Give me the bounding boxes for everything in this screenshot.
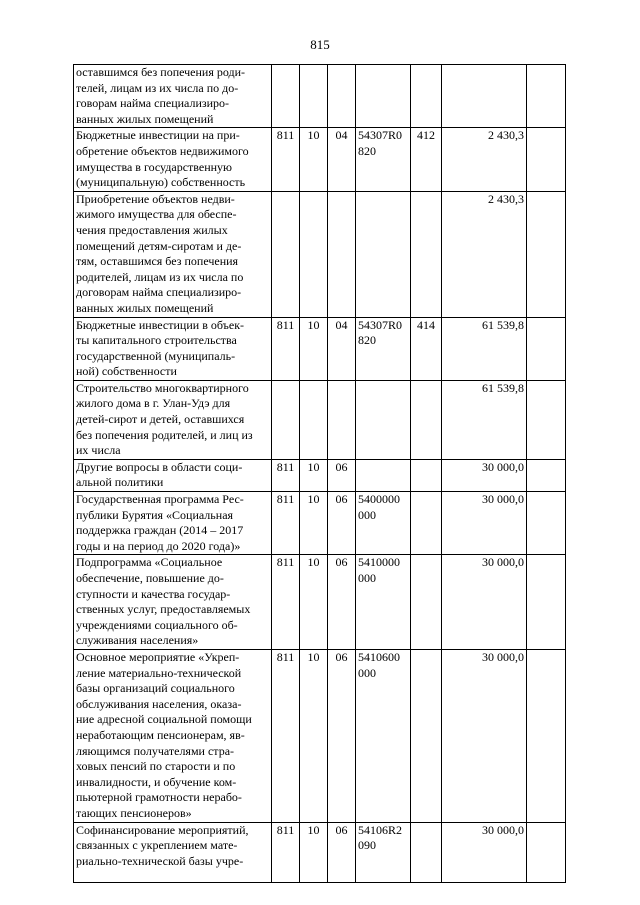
section-code-cell: 10 — [300, 492, 328, 555]
subsection-code-cell: 06 — [328, 649, 356, 822]
row-name-cell: Государственная программа Рес- публики Бурятия «Социальная поддержка граждан (2014 – 2017 годы и на период до 2020 года)» — [74, 492, 272, 555]
table-row — [74, 128, 566, 191]
empty-cell — [527, 380, 566, 459]
subsection-code-cell: 06 — [328, 822, 356, 882]
subsection-code-cell — [328, 191, 356, 317]
table-row — [74, 65, 566, 128]
empty-cell — [527, 65, 566, 128]
empty-cell — [527, 128, 566, 191]
subsection-code-cell — [328, 65, 356, 128]
subsection-code-cell: 06 — [328, 492, 356, 555]
target-article-cell — [356, 459, 411, 491]
empty-cell — [527, 822, 566, 882]
row-name-cell: Строительство многоквартирного жилого дома в г. Улан-Удэ для детей-сирот и детей, оставшихся без попечения родителей, и лиц из их числа — [74, 380, 272, 459]
grbs-code-cell: 811 — [272, 128, 300, 191]
table-row — [74, 191, 566, 317]
amount-cell: 30 000,0 — [442, 555, 527, 650]
table-row — [74, 555, 566, 650]
empty-cell — [527, 649, 566, 822]
amount-cell: 2 430,3 — [442, 128, 527, 191]
grbs-code-cell — [272, 191, 300, 317]
expense-type-cell — [411, 191, 442, 317]
row-name-cell: Другие вопросы в области соци- альной политики — [74, 459, 272, 491]
target-article-cell — [356, 380, 411, 459]
table-row — [74, 380, 566, 459]
subsection-code-cell — [328, 380, 356, 459]
section-code-cell: 10 — [300, 649, 328, 822]
subsection-code-cell: 06 — [328, 555, 356, 650]
table-row — [74, 822, 566, 882]
amount-cell: 30 000,0 — [442, 822, 527, 882]
section-code-cell: 10 — [300, 128, 328, 191]
amount-cell: 2 430,3 — [442, 191, 527, 317]
expense-type-cell — [411, 492, 442, 555]
grbs-code-cell: 811 — [272, 555, 300, 650]
empty-cell — [527, 317, 566, 380]
target-article-cell: 5400000 000 — [356, 492, 411, 555]
amount-cell: 30 000,0 — [442, 492, 527, 555]
target-article-cell: 5410600 000 — [356, 649, 411, 822]
target-article-cell: 54307R0 820 — [356, 317, 411, 380]
grbs-code-cell — [272, 65, 300, 128]
amount-cell: 61 539,8 — [442, 380, 527, 459]
row-name-cell: Приобретение объектов недви- жимого имущества для обеспе- чения предоставления жилых помещений детям-сиротам и де- тям, оставшимся без попечения родителей, лицам из их числа по договорам найма специализиро- ванных жилых помещений — [74, 191, 272, 317]
section-code-cell — [300, 380, 328, 459]
row-name-cell: Софинансирование мероприятий, связанных с укреплением мате- риально-технической базы учре- — [74, 822, 272, 882]
budget-table — [73, 64, 566, 883]
empty-cell — [527, 492, 566, 555]
page-number: 815 — [310, 37, 330, 52]
subsection-code-cell: 06 — [328, 459, 356, 491]
table-row — [74, 317, 566, 380]
target-article-cell — [356, 191, 411, 317]
grbs-code-cell: 811 — [272, 492, 300, 555]
expense-type-cell — [411, 65, 442, 128]
row-name-cell: Основное мероприятие «Укреп- ление материально-технической базы организаций социального обслуживания населения, оказа- ние адресной социальной помощи неработающим пенсионерам, яв- ляющимся получателями стра- ховых пенсий по старости и по инвалидности, и обучение ком- пьютерной грамотности нерабо- тающих пенсионеров» — [74, 649, 272, 822]
target-article-cell: 54307R0 820 — [356, 128, 411, 191]
amount-cell: 30 000,0 — [442, 459, 527, 491]
table-row — [74, 649, 566, 822]
table-row — [74, 459, 566, 491]
grbs-code-cell: 811 — [272, 459, 300, 491]
subsection-code-cell: 04 — [328, 128, 356, 191]
empty-cell — [527, 555, 566, 650]
subsection-code-cell: 04 — [328, 317, 356, 380]
expense-type-cell — [411, 555, 442, 650]
grbs-code-cell: 811 — [272, 317, 300, 380]
target-article-cell — [356, 65, 411, 128]
section-code-cell: 10 — [300, 459, 328, 491]
table-row — [74, 492, 566, 555]
grbs-code-cell — [272, 380, 300, 459]
target-article-cell: 54106R2 090 — [356, 822, 411, 882]
section-code-cell: 10 — [300, 317, 328, 380]
expense-type-cell — [411, 459, 442, 491]
expense-type-cell — [411, 649, 442, 822]
expense-type-cell: 414 — [411, 317, 442, 380]
section-code-cell: 10 — [300, 555, 328, 650]
expense-type-cell — [411, 380, 442, 459]
row-name-cell: Бюджетные инвестиции на при- обретение объектов недвижимого имущества в государственную (муниципальную) собственность — [74, 128, 272, 191]
row-name-cell: Подпрограмма «Социальное обеспечение, повышение до- ступности и качества государ- ственных услуг, предоставляемых учреждениями социального об- служивания населения» — [74, 555, 272, 650]
amount-cell — [442, 65, 527, 128]
grbs-code-cell: 811 — [272, 649, 300, 822]
expense-type-cell: 412 — [411, 128, 442, 191]
empty-cell — [527, 191, 566, 317]
target-article-cell: 5410000 000 — [356, 555, 411, 650]
section-code-cell: 10 — [300, 822, 328, 882]
amount-cell: 30 000,0 — [442, 649, 527, 822]
empty-cell — [527, 459, 566, 491]
grbs-code-cell: 811 — [272, 822, 300, 882]
row-name-cell: Бюджетные инвестиции в объек- ты капитального строительства государственной (муниципаль- ной) собственности — [74, 317, 272, 380]
amount-cell: 61 539,8 — [442, 317, 527, 380]
row-name-cell: оставшимся без попечения роди- телей, лицам из их числа по до- говорам найма специализиро- ванных жилых помещений — [74, 65, 272, 128]
expense-type-cell — [411, 822, 442, 882]
section-code-cell — [300, 191, 328, 317]
section-code-cell — [300, 65, 328, 128]
